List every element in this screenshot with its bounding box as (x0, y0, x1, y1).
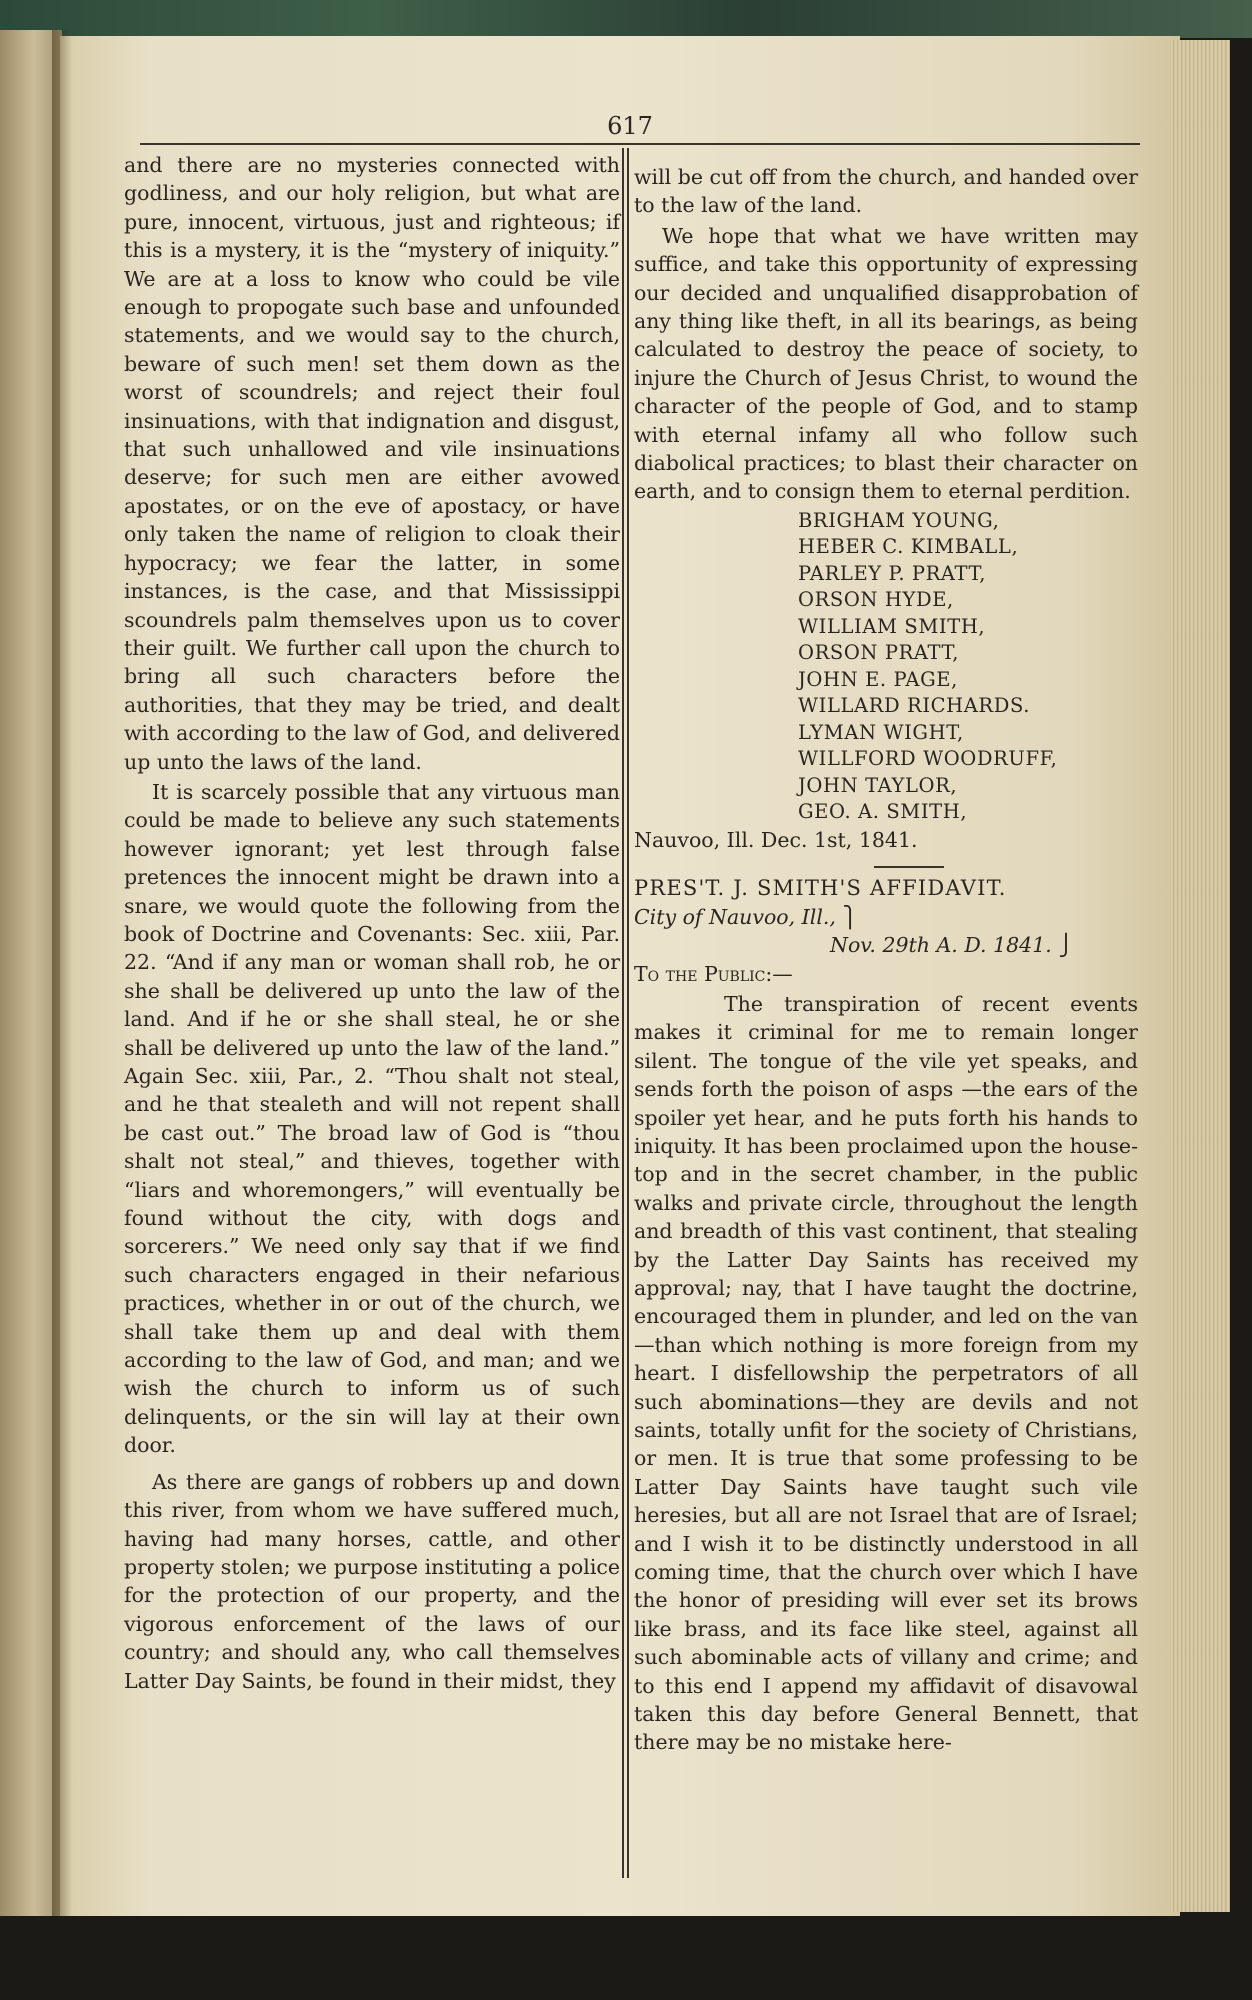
column-divider (622, 148, 624, 1878)
affidavit-date-text: Nov. 29th A. D. 1841. (830, 933, 1052, 958)
salutation: To the Public:— (634, 961, 793, 986)
page-gutter (52, 30, 72, 1930)
column-divider (627, 148, 629, 1878)
paragraph: will be cut off from the church, and handed over to the law of the land. (634, 165, 1138, 218)
signatory: ORSON HYDE, (798, 588, 954, 612)
bottom-background (0, 1916, 1252, 2000)
signatory: WILLIAM SMITH, (798, 614, 986, 638)
affidavit-date (830, 931, 1138, 959)
signatory: WILLFORD WOODRUFF, (798, 747, 1058, 771)
signature-list (798, 508, 1138, 826)
left-column (124, 151, 620, 1695)
signatory: HEBER C. KIMBALL, (798, 535, 1019, 559)
right-column (634, 163, 1138, 1757)
signatory: GEO. A. SMITH, (798, 800, 968, 824)
brace-glyph: ⎭ (1058, 933, 1074, 958)
paragraph: As there are gangs of robbers up and down this river, from whom we have suffered much, having had many horses, cattle, and other property stolen; we purpose instituting a police for the protection of our property, and the vigorous enforcement of the laws of our country; and should any, who call themselves Latter Day Saints, be found in their midst, they (124, 1469, 620, 1693)
header-rule (140, 143, 1140, 145)
signatory: LYMAN WIGHT, (798, 720, 964, 744)
affidavit-body: The transpiration of recent events makes it criminal for me to remain longer silent. The tongue of the vile yet speaks, and sends forth the poison of asps —the ears of the spoiler yet hear, and he puts forth his hands to iniquity. It has been proclaimed upon the house-top and in the secret chamber, in the public walks and private circle, throughout the length and breadth of this vast continent, that stealing by the Latter Day Saints has received my approval; nay, that I have taught the doctrine, encouraged them in plunder, and led on the van—than which nothing is more foreign from my heart. I disfellowship the perpetrators of all such abominations—they are devils and not saints, totally unfit for the society of Christians, or men. It is true that some professing to be Latter Day Saints have taught such vile heresies, but all are not Israel that are of Israel; and I wish it to be distinctly understood in all coming time, that the church over which I have the honor of presiding will ever set its brows like brass, and its face like steel, against all such abominable acts of villany and crime; and to this end I append my affidavit of disavowal taken this day before General Bennett, that there may be no mistake here- (634, 991, 1138, 1755)
paragraph: and there are no mysteries connected with godliness, and our holy religion, but what are pure, innocent, virtuous, just and righteous; if this is a mystery, it is the “mystery of iniquity.” We are at a loss to know who could be vile enough to propogate such base and unfounded statements, and we would say to the church, beware of such men! set them down as the worst of scoundrels; and reject their foul insinuations, with that indignation and disgust, that such unhallowed and vile insinuations deserve; for such men are either avowed apostates, or on the eve of apostacy, or have only taken the name of religion to cloak their hypocracy; we fear the latter, in some instances, is the case, and that Mississippi scoundrels palm themselves upon us to cover their guilt. We further call upon the church to bring all such characters before the authorities, that they may be tried, and dealt with according to the law of God, and delivered up unto the laws of the land. (124, 153, 620, 774)
affidavit-place-text: City of Nauvoo, Ill., (634, 904, 836, 929)
section-rule (874, 866, 944, 868)
paragraph: It is scarcely possible that any virtuous man could be made to believe any such statements however ignorant; yet lest through false pretences the innocent might be drawn into a snare, we would quote the following from the book of Doctrine and Covenants: Sec. xiii, Par. 22. “And if any man or woman shall rob, he or she shall be delivered up unto the law of the land. And if he or she shall steal, he or she shall be delivered up unto the law of the land.” Again Sec. xiii, Par., 2. “Thou shalt not steal, and he that stealeth and will not repent shall be cast out.” The broad law of God is “thou shalt not steal,” and thieves, together with “liars and whoremongers,” will eventually be found without the city, with dogs and sorcerers.” We need only say that if we find such characters engaged in their nefarious practices, whether in or out of the church, we shall take them up and deal with them according to the law of God, and man; and we wish the church to inform us of such delinquents, or the sin will lay at their own door. (124, 779, 620, 1458)
signatory: WILLARD RICHARDS. (798, 694, 1031, 718)
signatory: PARLEY P. PRATT, (798, 561, 987, 585)
affidavit-place (634, 903, 1138, 931)
page-number: 617 (607, 112, 653, 140)
dateline: Nauvoo, Ill. Dec. 1st, 1841. (634, 827, 918, 852)
signatory: JOHN TAYLOR, (798, 773, 958, 797)
signatory: JOHN E. PAGE, (798, 667, 958, 691)
page-stack-edges (1170, 40, 1230, 1912)
brace-glyph: ⎫ (842, 904, 858, 929)
affidavit-title: PRES'T. J. SMITH'S AFFIDAVIT. (634, 876, 1007, 901)
book-cover-edge (0, 0, 1252, 38)
signatory: ORSON PRATT, (798, 641, 960, 665)
paragraph: We hope that what we have written may suffice, and take this opportunity of expressing our decided and unqualified disapprobation of any thing like theft, in all its bearings, as being calculated to destroy the peace of society, to injure the Church of Jesus Christ, to wound the character of the people of God, and to stamp with eternal infamy all who follow such diabolical practices; to blast their character on earth, and to consign them to eternal perdition. (634, 223, 1138, 504)
signatory: BRIGHAM YOUNG, (798, 508, 1000, 532)
